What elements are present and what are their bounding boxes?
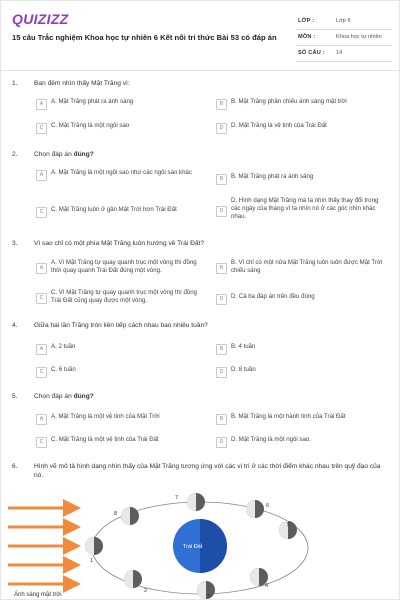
option-a[interactable] [36,98,206,112]
option-c[interactable] [36,436,206,450]
info-row-count [296,46,392,62]
question-text: Vì sao chỉ có một phía Mặt Trăng luôn hướng về Trái Đất? [34,240,205,247]
option-letter-box: C [36,437,47,448]
option-letter-box: C [36,207,47,218]
option-text: A. Mặt Trăng là một vệ tinh của Mặt Trời [51,413,160,420]
info-value: Lớp 6 [336,18,351,24]
option-text: D. Mặt Trăng là vệ tinh của Trái Đất [231,122,327,129]
option-text: B. Vì chỉ có một nửa Mặt Trăng luôn luôn được Mặt Trời chiếu sáng [231,259,383,274]
position-label-8: 8 [114,511,118,517]
option-a[interactable] [36,343,206,357]
moon-phase-diagram [0,490,400,600]
option-b[interactable] [216,259,394,273]
option-text: A. Mặt Trăng là một ngôi sao như các ngôi sao khác [51,169,192,176]
option-text: B. Mặt Trăng là một hành tinh của Trái Đất [231,413,346,420]
option-d[interactable] [216,366,394,380]
header-divider [0,70,400,71]
option-letter-box: A [36,263,47,274]
question-number: 3. [12,240,18,247]
question-number: 1. [12,80,18,87]
question-text-bold: đúng? [73,151,94,158]
position-label-7: 7 [175,495,179,501]
option-letter-box: C [36,123,47,134]
option-letter-box: B [216,344,227,355]
option-text: D. Hình dạng Mặt Trăng mà ta nhìn thấy thay đổi trong các ngày của tháng vì ta nhìn nó ở các góc nhìn khác nhau. [231,197,379,220]
option-text: A. Mặt Trăng phát ra ánh sáng [51,98,134,105]
option-a[interactable] [36,413,206,427]
option-b[interactable] [216,98,394,112]
question-text-prefix: Chọn đáp án [34,393,74,400]
info-label: MÔN : [298,34,316,40]
moon-position-8 [121,507,139,525]
option-text: B. Mặt Trăng phản chiếu ánh sáng mặt trời [231,98,347,105]
option-d[interactable] [216,436,394,450]
question-number: 6. [12,463,18,470]
option-d[interactable] [216,293,394,307]
moon-position-2 [124,570,142,588]
option-b[interactable] [216,173,394,187]
option-letter-box: A [36,344,47,355]
option-letter-box: C [36,293,47,304]
option-text: C. Mặt Trăng luôn ở gần Mặt Trời hơn Trái Đất [51,206,177,213]
position-label-2: 2 [144,588,148,594]
option-text: D. Cả ba đáp án trên đều đúng [231,293,315,300]
option-letter-box: B [216,263,227,274]
option-text: C. 6 tuần [51,366,76,373]
worksheet-header [0,0,400,70]
option-letter-box: C [36,367,47,378]
info-label: SỐ CÂU : [298,50,325,56]
info-row-subject [296,30,392,46]
option-text: A. 2 tuần [51,343,76,350]
question-text [34,393,94,402]
moon-position-1 [85,537,103,555]
option-text: C. Mặt Trăng là một ngôi sao [51,122,130,129]
question-text: Giữa hai lần Trăng tròn liên tiếp cách nhau bao nhiêu tuần? [34,322,208,329]
info-panel [296,14,392,62]
question-text [34,151,94,160]
option-c[interactable] [36,122,206,136]
option-letter-box: D [216,206,227,217]
position-label-3: 3 [207,594,211,600]
question-number: 5. [12,393,18,400]
option-text: D. 8 tuần [231,366,256,373]
option-a[interactable] [36,259,206,273]
option-letter-box: B [216,174,227,185]
earth-label: Trái Đất [183,544,203,550]
option-text: B. 4 tuần [231,343,256,350]
moon-position-7 [187,493,205,511]
quizizz-logo: QUIZIZZ [12,11,69,27]
option-text: B. Mặt Trăng phát ra ánh sáng [231,173,314,180]
question-number: 2. [12,151,18,158]
option-b[interactable] [216,343,394,357]
option-b[interactable] [216,413,394,427]
option-text: A. Vì Mặt Trăng tự quay quanh trục một vòng thì đồng thời quay quanh Trái Đất đúng một vòng. [51,259,197,274]
option-c[interactable] [36,206,206,220]
option-d[interactable] [216,197,394,220]
option-letter-box: D [216,367,227,378]
option-letter-box: A [36,414,47,425]
option-letter-box: A [36,99,47,110]
question-number: 4. [12,322,18,329]
option-letter-box: B [216,99,227,110]
info-value: 14 [336,50,343,56]
option-text: C. Vì Mặt Trăng tự quay quanh trục một vòng thì đồng Trái Đất cũng quay được một vòng. [51,289,198,304]
option-letter-box: D [216,294,227,305]
question-text-bold: đúng? [73,393,94,400]
moon-position-6 [246,500,264,518]
info-row-class [296,14,392,30]
option-letter-box: A [36,170,47,181]
option-letter-box: D [216,123,227,134]
info-label: LỚP : [298,18,315,24]
question-text-prefix: Chọn đáp án [34,151,74,158]
position-label-5: 5 [287,522,291,528]
position-label-4: 4 [265,583,269,589]
option-text: D. Mặt Trăng là một ngôi sao. [231,436,311,443]
moon-position-3 [197,581,215,599]
position-label-6: 6 [266,503,270,509]
option-letter-box: D [216,437,227,448]
sunlight-label: Ánh sáng mặt trời [14,592,62,598]
question-text: Ban đêm nhìn thấy Mặt Trăng vì: [34,80,130,87]
worksheet-title: 15 câu Trắc nghiệm Khoa học tự nhiên 6 Kết nối tri thức Bài 53 có đáp án [12,33,277,42]
option-letter-box: B [216,414,227,425]
info-value: Khoa học tự nhiên [336,34,382,40]
question-text: Hình vẽ mô tả hình dạng nhìn thấy của Mặt Trăng tương ứng với các vị trí ở các thời điểm khác nhau trên quỹ đạo của nó. [34,463,381,479]
option-c[interactable] [36,289,206,303]
option-d[interactable] [216,122,394,136]
option-c[interactable] [36,366,206,380]
option-text: C. Mặt Trăng là một vệ tinh của Trái Đất [51,436,159,443]
position-label-1: 1 [90,558,94,564]
option-a[interactable] [36,169,206,183]
sunlight-arrows [8,508,72,584]
